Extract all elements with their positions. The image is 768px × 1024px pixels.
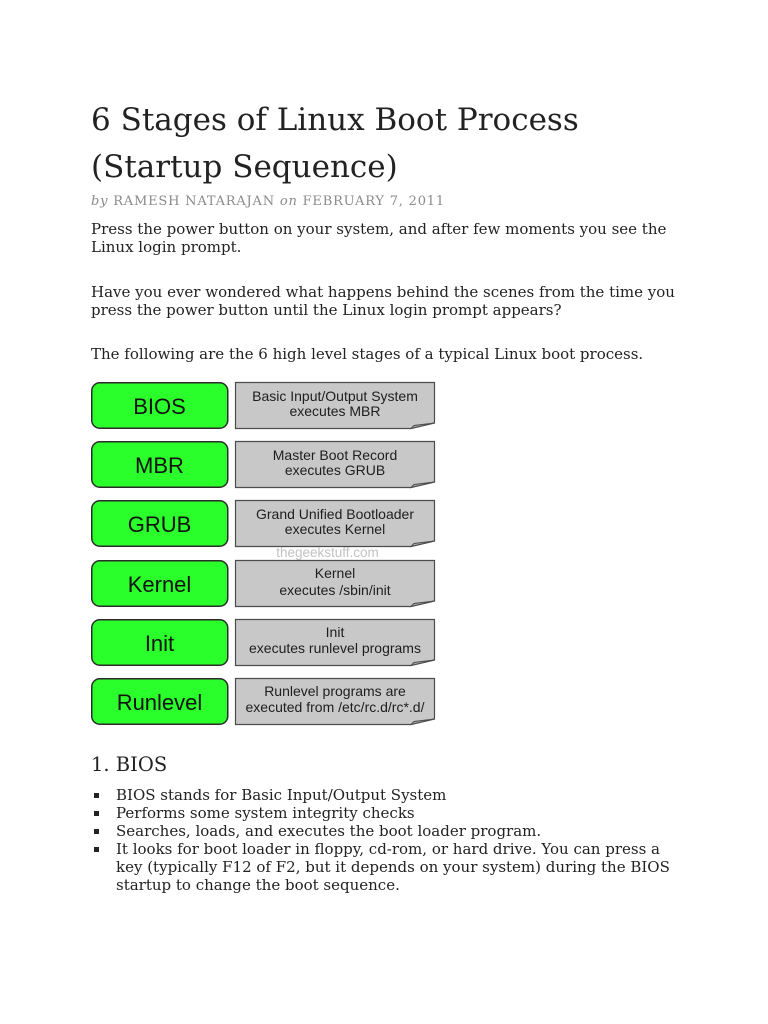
list-item-text: It looks for boot loader in floppy, cd-rom, or hard drive. You can press a key (typically F12 of F2, but it depends on your system) during the BIOS startup to change the boot sequence. [116, 840, 670, 894]
publish-date: FEBRUARY 7, 2011 [302, 194, 445, 209]
list-item-text: Performs some system integrity checks [116, 804, 415, 822]
stage-label-kernel: Kernel [127, 572, 192, 597]
stage-row-mbr [92, 442, 435, 488]
square-bullet-icon [94, 811, 99, 816]
stage-description-line-1: Master Boot Record [272, 447, 398, 463]
intro-paragraph-3: The following are the 6 high level stages of a typical Linux boot process. [91, 345, 644, 363]
stage-description-line-1: Basic Input/Output System [252, 388, 418, 404]
stage-label-grub: GRUB [127, 512, 192, 537]
stage-description-line-1: Kernel [314, 565, 356, 581]
watermark: thegeekstuff.com [276, 545, 379, 560]
boot-stages-diagram [91, 381, 437, 727]
boot-stages-svg [91, 381, 437, 727]
square-bullet-icon [94, 847, 99, 852]
stage-description-line-2: executes MBR [289, 403, 381, 419]
intro-paragraph-1: Press the power button on your system, and after few moments you see the Linux login prompt. [91, 220, 667, 256]
section-heading: 1. BIOS [91, 753, 168, 776]
intro-paragraph-2: Have you ever wondered what happens behind the scenes from the time you press the power button until the Linux login prompt appears? [91, 283, 675, 319]
square-bullet-icon [94, 793, 99, 798]
stage-description-line-2: executes GRUB [284, 462, 386, 478]
stage-description-line-2: executes runlevel programs [249, 640, 421, 656]
square-bullet-icon [94, 829, 99, 834]
stage-row-kernel [92, 561, 435, 607]
stage-row-init [92, 620, 435, 666]
bios-points-list [91, 786, 687, 894]
list-item [91, 786, 687, 804]
list-item-text: BIOS stands for Basic Input/Output System [116, 786, 447, 804]
stage-row-bios [92, 383, 435, 429]
byline-by: by [91, 194, 109, 209]
stage-description-line-2: executed from /etc/rc.d/rc*.d/ [245, 699, 425, 715]
list-item [91, 804, 687, 822]
stage-label-mbr: MBR [135, 453, 184, 478]
list-item [91, 840, 687, 894]
list-item [91, 822, 687, 840]
stage-row-grub [92, 501, 435, 547]
stage-row-runlevel [92, 679, 435, 725]
byline [91, 194, 445, 210]
stage-description-line-1: Runlevel programs are [264, 683, 406, 699]
stage-description-line-1: Grand Unified Bootloader [256, 506, 414, 522]
byline-on: on [279, 194, 298, 209]
stage-label-init: Init [144, 631, 175, 656]
list-item-text: Searches, loads, and executes the boot loader program. [116, 822, 542, 840]
author-name: RAMESH NATARAJAN [113, 194, 275, 209]
stage-label-runlevel: Runlevel [116, 690, 203, 715]
stage-label-bios: BIOS [133, 394, 186, 419]
stage-description-line-1: Init [325, 624, 345, 640]
stage-description-line-2: executes /sbin/init [279, 582, 391, 598]
article-title: 6 Stages of Linux Boot Process (Startup Sequence) [91, 102, 579, 185]
stage-description-line-2: executes Kernel [284, 521, 386, 537]
